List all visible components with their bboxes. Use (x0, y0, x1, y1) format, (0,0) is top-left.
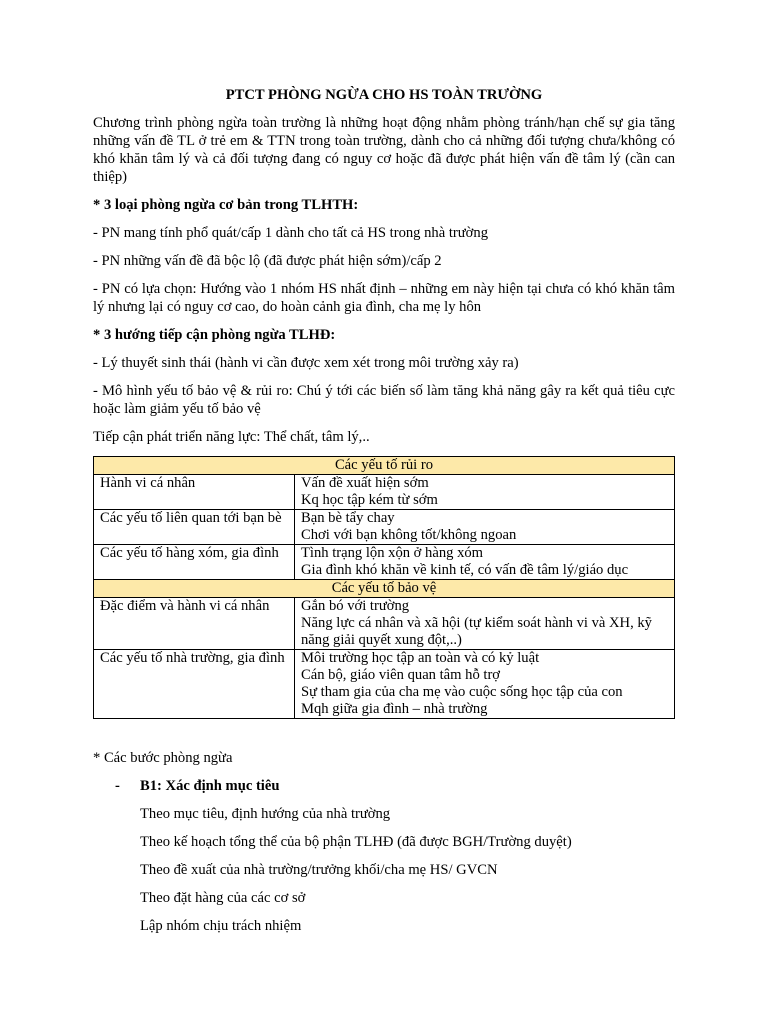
table-row (94, 545, 675, 580)
table-cell-line: Bạn bè tẩy chay (301, 510, 395, 526)
table-cell-line: Tình trạng lộn xộn ở hàng xóm (301, 545, 484, 561)
approach-item: - Lý thuyết sinh thái (hành vi cần được xem xét trong môi trường xảy ra) (93, 355, 519, 371)
approach-item: - Mô hình yếu tố bảo vệ & rủi ro: Chú ý tới các biến số làm tăng khả năng gây ra kết quả tiêu cực hoặc làm giảm yếu tố bảo vệ (93, 383, 675, 417)
table-cell-line: Vấn đề xuất hiện sớm (301, 475, 429, 491)
table-cell-category: Các yếu tố nhà trường, gia đình (94, 650, 295, 719)
step-1-item: Theo mục tiêu, định hướng của nhà trường (140, 806, 391, 822)
table-section-row (94, 457, 675, 475)
table-cell-details (295, 545, 675, 580)
table-cell-details (295, 650, 675, 719)
table-cell-category: Các yếu tố liên quan tới bạn bè (94, 510, 295, 545)
document-body (93, 86, 675, 945)
step-1-item: Theo đề xuất của nhà trường/trưởng khối/cha mẹ HS/ GVCN (140, 862, 498, 878)
table-cell-line: Mqh giữa gia đình – nhà trường (301, 701, 488, 717)
table-cell-category: Hành vi cá nhân (94, 475, 295, 510)
table-cell-line: Chơi với bạn không tốt/không ngoan (301, 527, 517, 543)
table-cell-line: Kq học tập kém từ sớm (301, 492, 438, 508)
factors-table (93, 456, 675, 719)
table-cell-details (295, 475, 675, 510)
approach-item: Tiếp cận phát triển năng lực: Thể chất, tâm lý,.. (93, 429, 370, 445)
table-section-row (94, 580, 675, 598)
table-cell-details (295, 598, 675, 650)
table-cell-line: Gia đình khó khăn về kinh tế, có vấn đề tâm lý/giáo dục (301, 562, 629, 578)
document-title: PTCT PHÒNG NGỪA CHO HS TOÀN TRƯỜNG (225, 87, 543, 103)
table-row (94, 510, 675, 545)
approaches-heading: * 3 hướng tiếp cận phòng ngừa TLHĐ: (93, 327, 336, 343)
table-cell-line: Sự tham gia của cha mẹ vào cuộc sống học tập của con (301, 684, 623, 700)
steps-heading: * Các bước phòng ngừa (93, 750, 233, 766)
type-item: - PN những vấn đề đã bộc lộ (đã được phát hiện sớm)/cấp 2 (93, 253, 442, 269)
table-row (94, 475, 675, 510)
type-item: - PN mang tính phổ quát/cấp 1 dành cho tất cả HS trong nhà trường (93, 225, 488, 241)
table-cell-details (295, 510, 675, 545)
step-1-title (93, 777, 675, 795)
table-cell-line: Năng lực cá nhân và xã hội (tự kiểm soát hành vi và XH, kỹ năng giải quyết xung đột,..) (301, 615, 652, 648)
intro-paragraph: Chương trình phòng ngừa toàn trường là những hoạt động nhằm phòng tránh/hạn chế sự gia tăng những vấn đề TL ở trẻ em & TTN trong toàn trường, dành cho cả những đối tượng chưa/không có khó khăn tâm lý và cả đối tượng đang có nguy cơ hoặc đã được phát hiện vấn đề tâm lý (cần can thiệp) (93, 115, 675, 185)
step-1-item: Theo đặt hàng của các cơ sở (140, 890, 306, 906)
table-cell-category: Các yếu tố hàng xóm, gia đình (94, 545, 295, 580)
prevention-steps (93, 749, 675, 935)
step-1-item: Lập nhóm chịu trách nhiệm (140, 918, 302, 934)
table-row (94, 650, 675, 719)
table-cell-line: Gắn bó với trường (301, 598, 410, 614)
table-row (94, 598, 675, 650)
list-dash: - (115, 778, 120, 794)
protective-factors-header: Các yếu tố bảo vệ (94, 580, 675, 598)
table-cell-line: Môi trường học tập an toàn và có kỷ luật (301, 650, 540, 666)
risk-factors-header: Các yếu tố rủi ro (94, 457, 675, 475)
table-cell-category: Đặc điểm và hành vi cá nhân (94, 598, 295, 650)
table-cell-line: Cán bộ, giáo viên quan tâm hỗ trợ (301, 667, 501, 683)
step-1-item: Theo kế hoạch tổng thể của bộ phận TLHĐ (đã được BGH/Trường duyệt) (140, 834, 572, 850)
step-1-label: B1: Xác định mục tiêu (140, 778, 280, 794)
type-item: - PN có lựa chọn: Hướng vào 1 nhóm HS nhất định – những em này hiện tại chưa có khó khăn tâm lý nhưng lại có nguy cơ cao, do hoàn cảnh gia đình, cha mẹ ly hôn (93, 281, 675, 315)
types-heading: * 3 loại phòng ngừa cơ bản trong TLHTH: (93, 197, 359, 213)
